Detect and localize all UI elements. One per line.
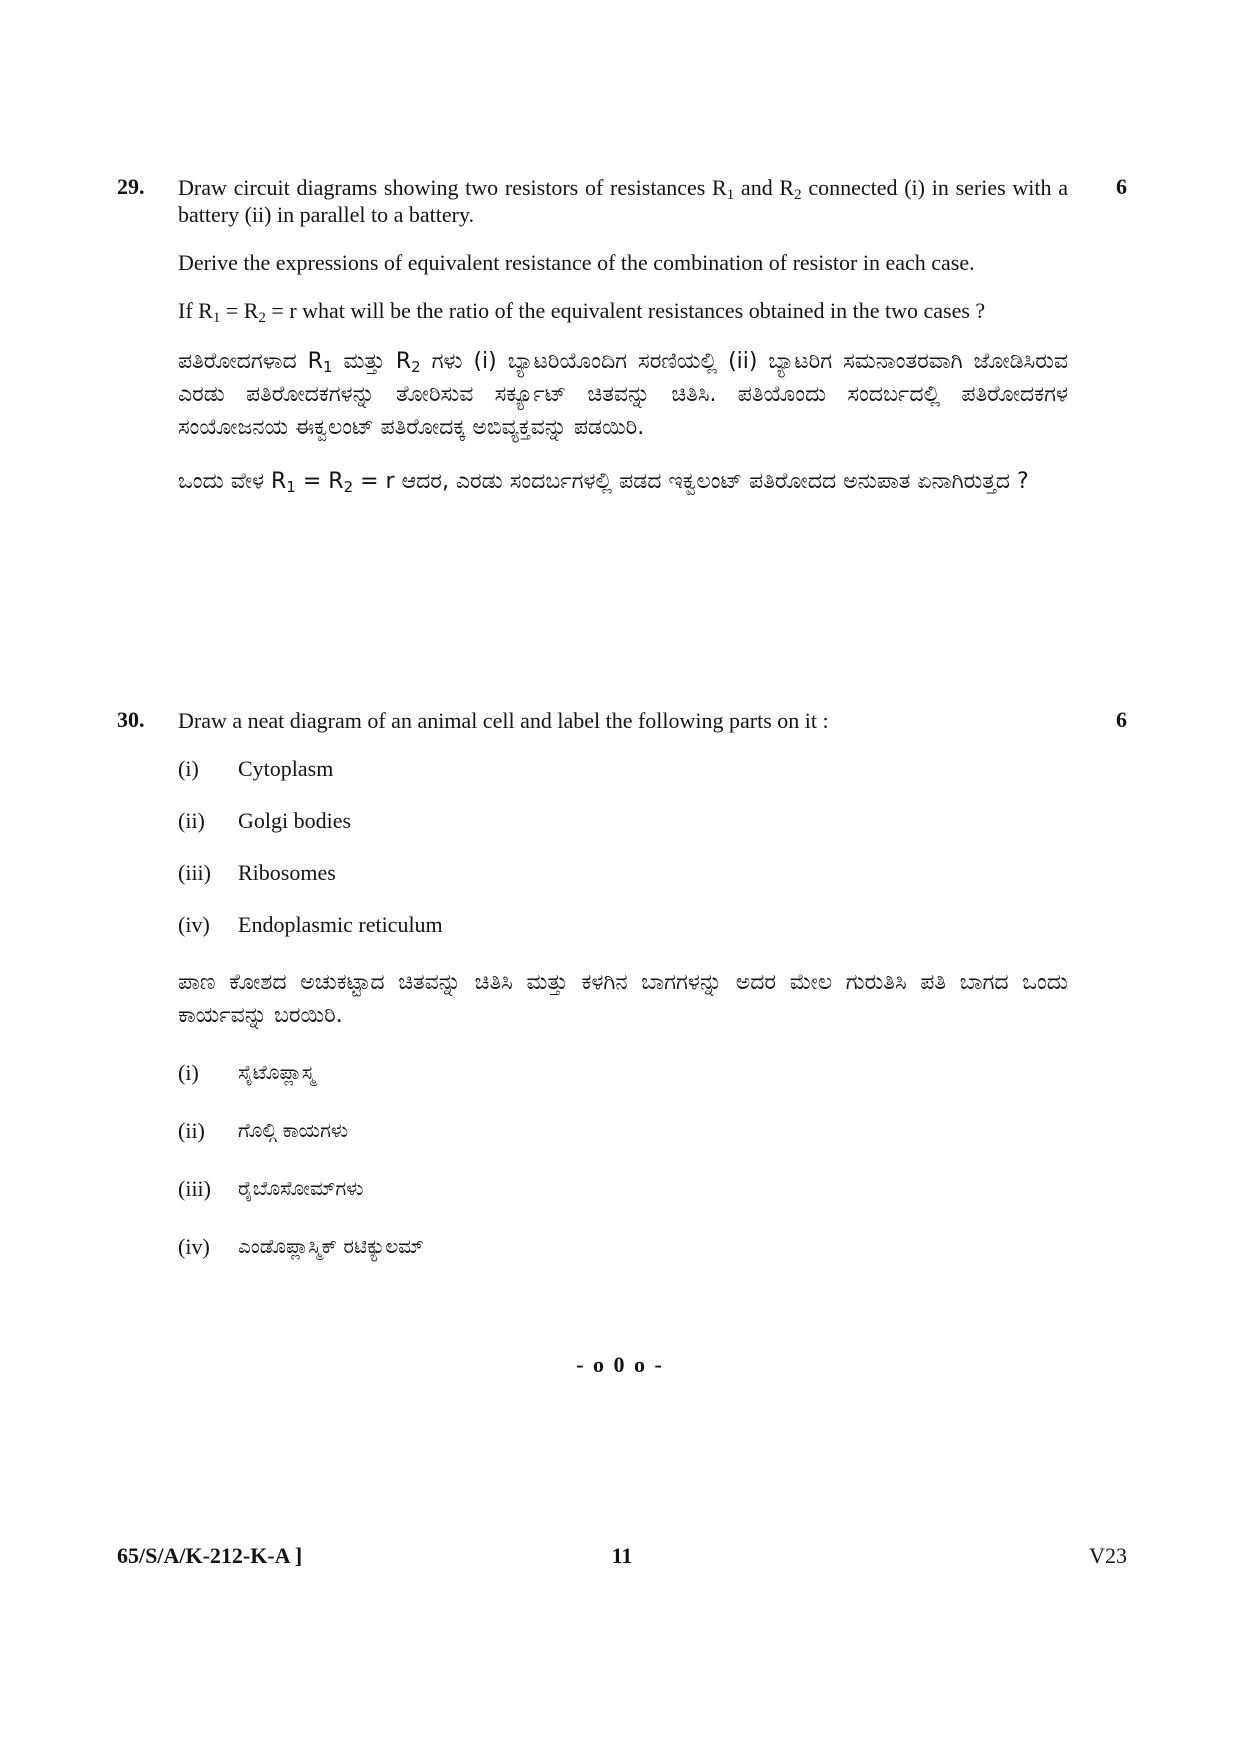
end-separator: - o 0 o -	[576, 1352, 664, 1377]
list-item: (iii) Ribosomes	[178, 860, 336, 885]
question-29	[117, 174, 1127, 519]
en-paragraph-2: Derive the expressions of equivalent resistance of the combination of resistor in each case.	[178, 250, 975, 275]
kn-item-list	[178, 1060, 1068, 1292]
question-number: 29.	[117, 174, 145, 199]
kn-paragraph-2: ಒಂದು ವೇಳ $R_1 = R_2 = r$ ಆದರ, ಎರಡು ಸಂದರ್ಬಗಳಲ್ಲಿ ಪಡದ ಇಕ್ವಲಂಟ್ ಪತಿರೋದದ ಅನುಪಾತ ಏನಾಗಿರುತ್ತದ ?	[178, 469, 1029, 496]
question-30	[117, 707, 1127, 1292]
list-item: (i) Cytoplasm	[178, 756, 334, 781]
en-paragraph-3: If $R_1 = R_2 = r$ what will be the ratio of the equivalent resistances obtained in the two cases ?	[178, 298, 986, 326]
list-item: (iii) ರೈಬೊಸೋಮ್‌ಗಳು	[178, 1176, 364, 1201]
list-item: (iv) ಎಂಡೊಪ್ಲಾಸ್ಮಿಕ್ ರಟಿಕ್ಯುಲಮ್	[178, 1234, 424, 1259]
question-marks: 6	[1116, 707, 1127, 732]
question-marks: 6	[1116, 174, 1127, 199]
list-item: (ii) Golgi bodies	[178, 808, 352, 833]
page-number: 11	[611, 1543, 633, 1568]
list-item: (i) ಸೈಟೊಪ್ಲಾಸ್ಮ	[178, 1060, 316, 1085]
kn-intro: ಪಾಣ ಕೋಶದ ಅಚುಕಟ್ಟಾದ ಚಿತವನ್ನು ಚಿತಿಸಿ ಮತ್ತು ಕಳಗಿನ ಬಾಗಗಳನ್ನು ಅದರ ಮೇಲ ಗುರುತಿಸಿ ಪತಿ ಬಾಗದ ಒಂದು ಕಾರ್ಯವನ್ನು ಬರಯಿರಿ.	[178, 970, 1068, 1028]
question-number: 30.	[117, 707, 145, 732]
paper-code: 65/S/A/K-212-K-A ]	[117, 1543, 303, 1568]
en-intro: Draw a neat diagram of an animal cell and label the following parts on it :	[178, 708, 829, 733]
question-body	[178, 707, 1068, 1292]
list-item: (ii) ಗೊಲ್ಗಿ ಕಾಯಗಳು	[178, 1118, 349, 1143]
question-body	[178, 174, 1068, 498]
list-item: (iv) Endoplasmic reticulum	[178, 912, 443, 937]
en-item-list	[178, 756, 1068, 964]
version-label: V23	[1089, 1543, 1127, 1568]
kn-paragraph-1: ಪತಿರೋದಗಳಾದ $R_1$ ಮತ್ತು $R_2$ ಗಳು (i) ಬ್ಯಾಟರಿಯೊಂದಿಗ ಸರಣಿಯಲ್ಲಿ (ii) ಬ್ಯಾಟರಿಗ ಸಮನಾಂತರವಾಗಿ ಜೋಡಿಸಿರುವ ಎರಡು ಪತಿರೋದಕಗಳನ್ನು ತೋರಿಸುವ ಸರ್ಕ್ಯೂಟ್ ಚಿತವನ್ನು ಚಿತಿಸಿ. ಪತಿಯೊಂದು ಸಂದರ್ಬದಲ್ಲಿ ಪತಿರೋದಕಗಳ ಸಂಯೋಜನಯ ಈಕ್ವಲಂಟ್ ಪತಿರೋದಕ್ಕ ಅಬಿವ್ಯಕ್ತವನ್ನು ಪಡಯಿರಿ.	[178, 349, 1068, 440]
en-paragraph-1: Draw circuit diagrams showing two resistors of resistances $R_1$ and $R_2$ connected (i) in series with a battery (ii) in parallel to a battery.	[178, 175, 1068, 227]
